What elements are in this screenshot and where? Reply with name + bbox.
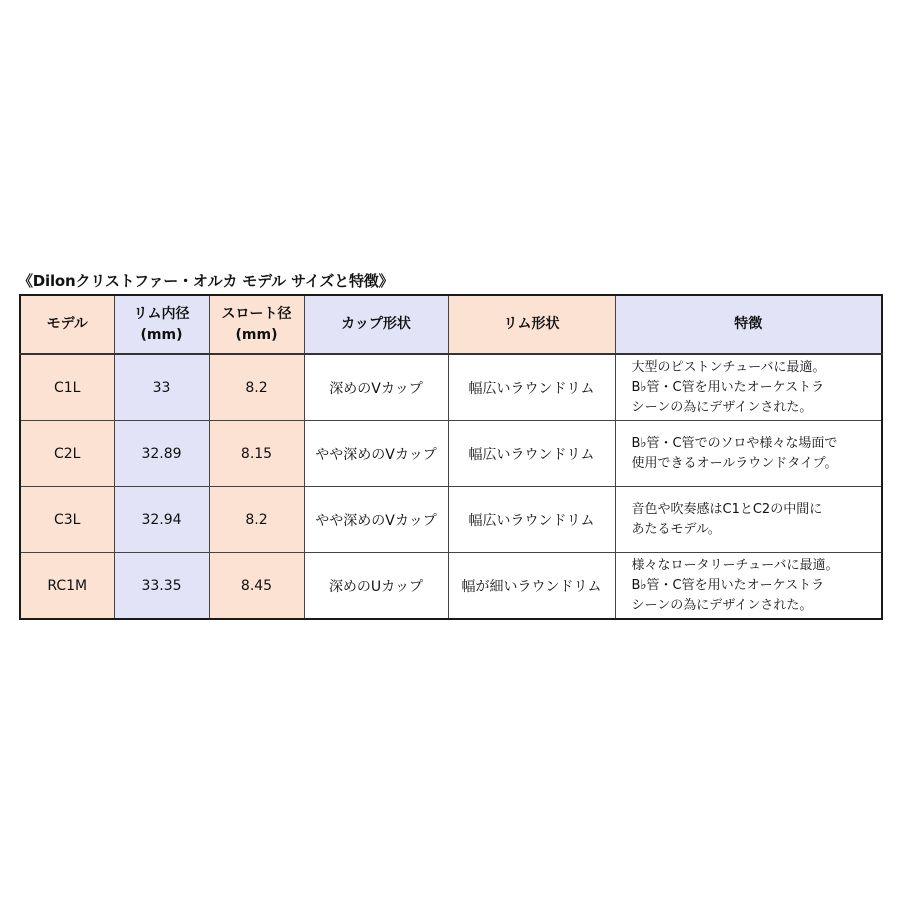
- table-row: [20, 421, 882, 487]
- feature-line: シーンの為にデザインされた。: [631, 399, 813, 415]
- header-rim-inner-label: リム内径: [133, 305, 190, 322]
- header-rim-shape-label: リム形状: [503, 316, 560, 332]
- header-rim-inner-diameter: [114, 295, 209, 354]
- cell-feature: [615, 354, 882, 421]
- cell-rim-shape: 幅広いラウンドリム: [448, 354, 615, 421]
- cell-rim-inner: 32.89: [114, 421, 209, 487]
- feature-line: 音色や吹奏感はC1とC2の中間に: [631, 501, 823, 517]
- cell-model: RC1M: [20, 553, 114, 620]
- cell-model: C2L: [20, 421, 114, 487]
- feature-line: 大型のピストンチューバに最適。: [631, 359, 826, 375]
- cell-model: C1L: [20, 354, 114, 421]
- cell-cup-shape: やや深めのVカップ: [304, 487, 448, 553]
- header-row: [20, 295, 882, 354]
- cell-rim-shape: 幅広いラウンドリム: [448, 487, 615, 553]
- cell-feature: [615, 421, 882, 487]
- header-throat-diameter: [209, 295, 304, 354]
- table-row: [20, 553, 882, 620]
- feature-line: あたるモデル。: [631, 521, 721, 537]
- cell-rim-shape: 幅広いラウンドリム: [448, 421, 615, 487]
- cell-throat: 8.45: [209, 553, 304, 620]
- cell-rim-shape: 幅が細いラウンドリム: [448, 553, 615, 620]
- cell-rim-inner: 32.94: [114, 487, 209, 553]
- header-model-label: モデル: [46, 316, 88, 332]
- cell-feature: [615, 553, 882, 620]
- cell-cup-shape: 深めのVカップ: [304, 354, 448, 421]
- feature-line: シーンの為にデザインされた。: [631, 597, 813, 613]
- feature-line: 様々なロータリーチューバに最適。: [631, 557, 839, 573]
- header-feature: [615, 295, 882, 354]
- cell-throat: 8.2: [209, 354, 304, 421]
- header-rim-inner-unit: (mm): [140, 326, 183, 343]
- cell-cup-shape: やや深めのVカップ: [304, 421, 448, 487]
- cell-throat: 8.15: [209, 421, 304, 487]
- header-model: [20, 295, 114, 354]
- table-row: [20, 354, 882, 421]
- feature-line: B♭管・C管を用いたオーケストラ: [631, 379, 825, 395]
- header-cup-shape-label: カップ形状: [341, 316, 411, 332]
- feature-line: B♭管・C管を用いたオーケストラ: [631, 577, 825, 593]
- header-throat-label: スロート径: [221, 305, 292, 322]
- feature-line: B♭管・C管でのソロや様々な場面で: [631, 435, 838, 451]
- header-rim-shape: [448, 295, 615, 354]
- cell-rim-inner: 33.35: [114, 553, 209, 620]
- header-cup-shape: [304, 295, 448, 354]
- header-feature-label: 特徴: [734, 316, 763, 332]
- mouthpiece-spec-table: [19, 294, 883, 620]
- header-throat-unit: (mm): [235, 326, 278, 343]
- cell-model: C3L: [20, 487, 114, 553]
- cell-cup-shape: 深めのUカップ: [304, 553, 448, 620]
- table-caption: 《Dilonクリストファー・オルカ モデル サイズと特徴》: [18, 272, 394, 290]
- cell-feature: [615, 487, 882, 553]
- cell-rim-inner: 33: [114, 354, 209, 421]
- table-row: [20, 487, 882, 553]
- cell-throat: 8.2: [209, 487, 304, 553]
- feature-line: 使用できるオールラウンドタイプ。: [631, 455, 838, 471]
